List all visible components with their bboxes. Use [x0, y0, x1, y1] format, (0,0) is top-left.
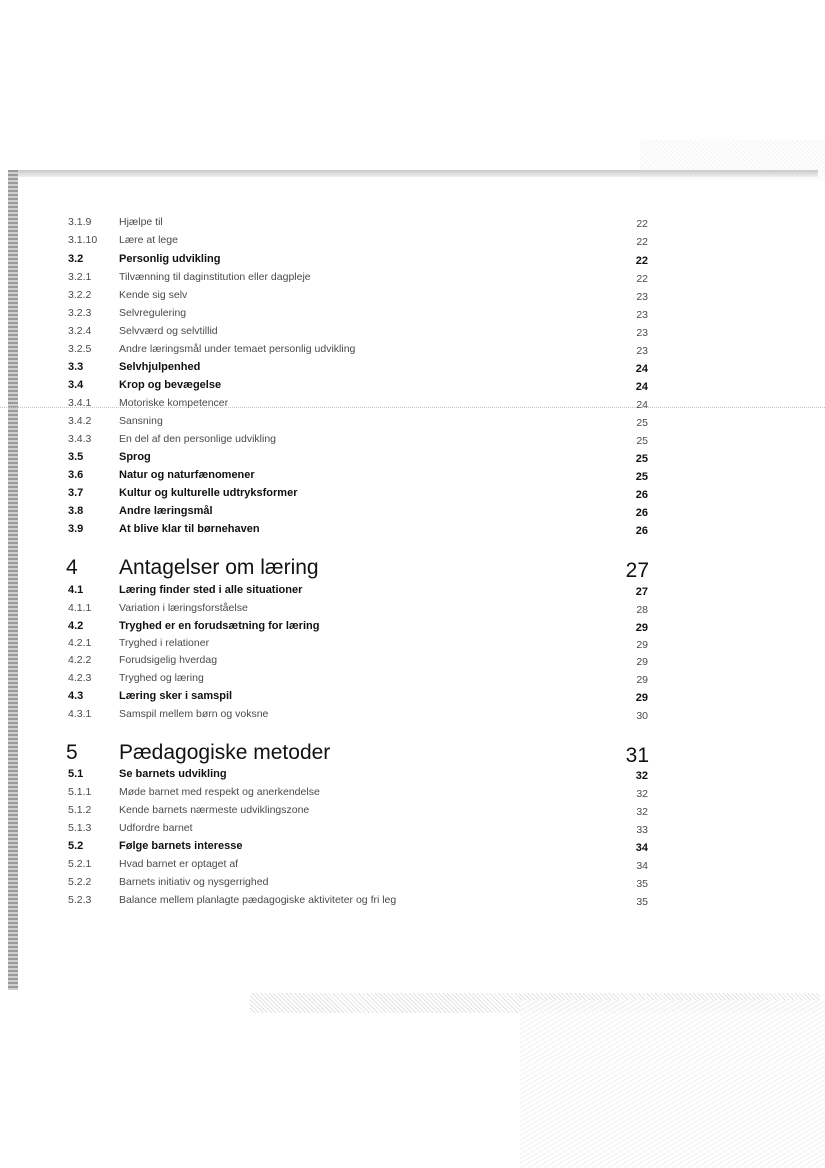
- toc-entry-title: Tryghed er en forudsætning for læring: [119, 620, 320, 632]
- toc-entry-num: 5.1: [68, 768, 84, 780]
- toc-entry[interactable]: [0, 600, 825, 618]
- toc-entry-title: Krop og bevægelse: [119, 379, 222, 391]
- toc-entry-page: 24: [635, 381, 648, 393]
- toc-entry-title: Læring finder sted i alle situationer: [119, 584, 303, 596]
- toc-entry-page: 32: [636, 806, 648, 818]
- toc-entry[interactable]: [0, 449, 825, 467]
- toc-entry-title: Selvregulering: [119, 307, 187, 319]
- toc-entry-page: 22: [636, 273, 648, 285]
- toc-entry-num: 4.2.1: [68, 637, 92, 649]
- toc-entry-title: Andre læringsmål: [119, 505, 213, 517]
- toc-entry-num: 4.1: [68, 584, 84, 596]
- toc-entry-page: 34: [636, 860, 648, 872]
- toc-entry-page: 30: [636, 710, 648, 722]
- toc-entry-page: 27: [625, 559, 649, 582]
- toc-entry-title: Tilvænning til daginstitution eller dagpleje: [119, 271, 311, 283]
- toc-entry-page: 29: [635, 692, 648, 704]
- toc-entry[interactable]: [0, 635, 825, 653]
- toc-entry-page: 26: [635, 525, 648, 537]
- toc-entry[interactable]: [0, 395, 825, 413]
- toc-entry-num: 3.4.2: [68, 415, 92, 427]
- toc-entry[interactable]: [0, 413, 825, 431]
- toc-entry[interactable]: [0, 467, 825, 485]
- toc-entry-num: 3.6: [68, 469, 84, 481]
- toc-entry[interactable]: [0, 802, 825, 820]
- toc-entry-page: 34: [635, 842, 648, 854]
- toc-entry-num: 3.2.5: [68, 343, 92, 355]
- toc-entry-page: 35: [636, 896, 648, 908]
- toc-entry[interactable]: [0, 341, 825, 359]
- toc-entry-num: 5.1.3: [68, 822, 92, 834]
- toc-entry-title: Antagelser om læring: [119, 556, 319, 579]
- toc-entry[interactable]: [0, 485, 825, 503]
- toc-entry-num: 3.2.1: [68, 271, 92, 283]
- toc-entry-title: Følge barnets interesse: [119, 840, 243, 852]
- toc-entry-title: Tryghed i relationer: [119, 637, 210, 649]
- toc-entry-num: 3.4.3: [68, 433, 92, 445]
- toc-entry-page: 24: [635, 363, 648, 375]
- toc-entry-title: Se barnets udvikling: [119, 768, 227, 780]
- toc-entry-num: 4.2: [68, 620, 84, 632]
- toc-entry-num: 3.4: [68, 379, 84, 391]
- toc-entry-num: 5.1.1: [68, 786, 92, 798]
- toc-entry-page: 22: [635, 255, 648, 267]
- toc-entry-page: 22: [636, 218, 648, 230]
- toc-entry-num: 5.2.1: [68, 858, 92, 870]
- toc-entry-title: Personlig udvikling: [119, 253, 221, 265]
- toc-entry[interactable]: [0, 251, 825, 269]
- toc-entry-page: 35: [636, 878, 648, 890]
- toc-entry-title: Tryghed og læring: [119, 672, 204, 684]
- toc-entry-page: 29: [636, 674, 648, 686]
- scan-noise-corner: [520, 1000, 825, 1168]
- toc-entry-num: 3.8: [68, 505, 84, 517]
- toc-entry[interactable]: [0, 232, 825, 250]
- toc-entry-page: 24: [636, 399, 648, 411]
- toc-entry[interactable]: [0, 874, 825, 892]
- toc-entry-title: Lære at lege: [119, 234, 178, 246]
- toc-entry[interactable]: [0, 269, 825, 287]
- toc-entry-num: 3.1.10: [68, 234, 98, 246]
- toc-entry[interactable]: [0, 784, 825, 802]
- toc-entry-num: 3.9: [68, 523, 84, 535]
- toc-entry-page: 23: [636, 327, 648, 339]
- toc-entry[interactable]: [0, 305, 825, 323]
- toc-entry[interactable]: [0, 820, 825, 838]
- toc-entry-title: Motoriske kompetencer: [119, 397, 229, 409]
- toc-entry-page: 32: [635, 770, 648, 782]
- toc-entry-num: 4: [66, 556, 78, 579]
- toc-entry[interactable]: [0, 359, 825, 377]
- toc-entry[interactable]: [0, 688, 825, 706]
- toc-entry-page: 27: [635, 586, 648, 598]
- toc-entry[interactable]: [0, 838, 825, 856]
- toc-entry-num: 3.7: [68, 487, 84, 499]
- toc-entry[interactable]: [0, 670, 825, 688]
- toc-entry-title: Natur og naturfænomener: [119, 469, 255, 481]
- toc-entry-title: Kende barnets nærmeste udviklingszone: [119, 804, 310, 816]
- toc-entry-title: Andre læringsmål under temaet personlig udvikling: [119, 343, 356, 355]
- toc-entry-num: 3.2: [68, 253, 84, 265]
- toc-entry-title: Udfordre barnet: [119, 822, 193, 834]
- toc-entry[interactable]: [0, 323, 825, 341]
- toc-entry[interactable]: [0, 214, 825, 232]
- toc-entry-title: Læring sker i samspil: [119, 690, 233, 702]
- toc-entry-num: 4.3: [68, 690, 84, 702]
- toc-entry[interactable]: [0, 706, 825, 724]
- toc-entry-num: 3.2.2: [68, 289, 92, 301]
- toc-entry-page: 26: [635, 507, 648, 519]
- toc-entry-num: 3.2.4: [68, 325, 92, 337]
- toc-entry-num: 5: [66, 741, 78, 764]
- toc-entry[interactable]: [0, 618, 825, 636]
- toc-entry-page: 29: [636, 656, 648, 668]
- toc-entry-title: Møde barnet med respekt og anerkendelse: [119, 786, 320, 798]
- toc-entry-num: 3.1.9: [68, 216, 92, 228]
- toc-entry-title: Variation i læringsforståelse: [119, 602, 248, 614]
- toc-entry-title: Kultur og kulturelle udtryksformer: [119, 487, 298, 499]
- toc-entry-num: 4.3.1: [68, 708, 92, 720]
- toc-entry[interactable]: [0, 521, 825, 539]
- toc-entry-title: Balance mellem planlagte pædagogiske aktiviteter og fri leg: [119, 894, 397, 906]
- toc-entry-page: 31: [625, 744, 649, 767]
- toc-entry-page: 23: [636, 309, 648, 321]
- toc-entry-title: Sansning: [119, 415, 163, 427]
- toc-entry-page: 28: [636, 604, 648, 616]
- toc-entry-num: 4.2.2: [68, 654, 92, 666]
- toc-entry-title: Forudsigelig hverdag: [119, 654, 218, 666]
- toc-entry-title: Sprog: [119, 451, 151, 463]
- toc-entry[interactable]: [0, 287, 825, 305]
- toc-entry[interactable]: [0, 431, 825, 449]
- toc-entry-page: 25: [635, 471, 648, 483]
- toc-entry[interactable]: [0, 652, 825, 670]
- toc-entry-title: Selvværd og selvtillid: [119, 325, 218, 337]
- toc-entry-num: 5.2: [68, 840, 84, 852]
- toc-entry-page: 25: [635, 453, 648, 465]
- toc-entry-title: Selvhjulpenhed: [119, 361, 201, 373]
- toc-entry-title: En del af den personlige udvikling: [119, 433, 277, 445]
- toc-entry[interactable]: [0, 377, 825, 395]
- toc-entry[interactable]: [0, 856, 825, 874]
- toc-entry[interactable]: [0, 892, 825, 910]
- toc-entry-title: Kende sig selv: [119, 289, 188, 301]
- toc-entry-title: Hjælpe til: [119, 216, 163, 228]
- toc-entry-title: At blive klar til børnehaven: [119, 523, 260, 535]
- toc-entry-page: 23: [636, 291, 648, 303]
- toc-entry-num: 5.1.2: [68, 804, 92, 816]
- toc-entry-num: 4.1.1: [68, 602, 92, 614]
- toc-entry-page: 26: [635, 489, 648, 501]
- toc-entry[interactable]: [0, 503, 825, 521]
- toc-entry[interactable]: [0, 582, 825, 600]
- toc-entry-num: 3.2.3: [68, 307, 92, 319]
- toc-entry-page: 32: [636, 788, 648, 800]
- toc-entry-num: 5.2.2: [68, 876, 92, 888]
- toc-entry-page: 22: [636, 236, 648, 248]
- toc-entry-title: Pædagogiske metoder: [119, 741, 331, 764]
- toc-entry-title: Barnets initiativ og nysgerrighed: [119, 876, 269, 888]
- toc-entry-num: 3.5: [68, 451, 84, 463]
- toc-entry-num: 5.2.3: [68, 894, 92, 906]
- toc-entry-num: 3.4.1: [68, 397, 92, 409]
- toc-entry-title: Samspil mellem børn og voksne: [119, 708, 269, 720]
- toc-entry-num: 4.2.3: [68, 672, 92, 684]
- toc-entry-page: 25: [636, 435, 648, 447]
- toc-entry-title: Hvad barnet er optaget af: [119, 858, 239, 870]
- toc-entry-page: 25: [636, 417, 648, 429]
- toc-entry-page: 29: [636, 639, 648, 651]
- toc-entry-page: 29: [635, 622, 648, 634]
- page-top-edge: [8, 170, 818, 177]
- toc-entry-page: 33: [636, 824, 648, 836]
- toc-entry[interactable]: [0, 766, 825, 784]
- toc-entry-page: 23: [636, 345, 648, 357]
- toc-entry-num: 3.3: [68, 361, 84, 373]
